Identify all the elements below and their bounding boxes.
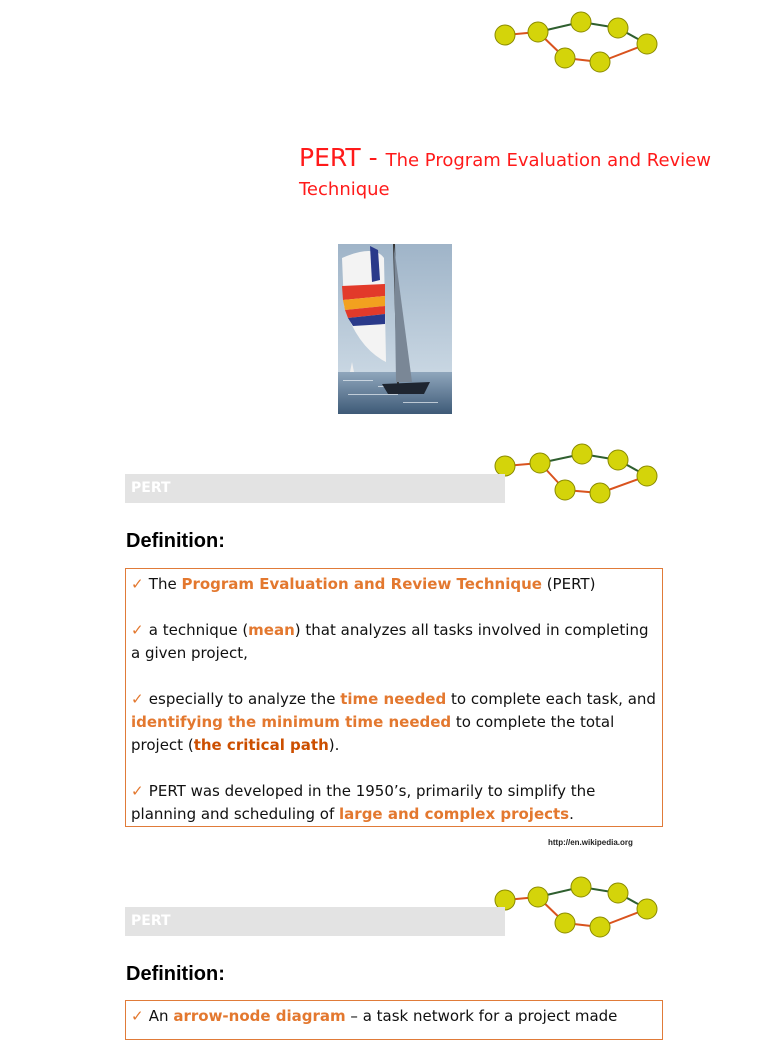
highlighted-term: Program Evaluation and Review Technique — [181, 575, 542, 593]
definition-box — [125, 1000, 663, 1040]
highlighted-term: the critical path — [193, 736, 329, 754]
definition-bullet — [131, 619, 656, 665]
section-header-bar: PERT — [125, 907, 505, 936]
definition-bullet — [131, 1005, 656, 1028]
definition-title: Definition: — [126, 963, 225, 985]
bullet-text: ) that analyzes all tasks involved in completing a given project, — [131, 621, 649, 662]
bullet-text: An — [148, 1007, 174, 1025]
checkmark-icon: ✓ — [131, 782, 149, 800]
definition-bullet — [131, 688, 656, 757]
definition-bullet — [131, 780, 656, 826]
bullet-text: The — [148, 575, 182, 593]
title-sub: The Program Evaluation and Review Technique — [299, 150, 711, 200]
node-network-icon — [492, 8, 662, 78]
highlighted-term: large and complex projects — [339, 805, 570, 823]
bullet-text: a technique ( — [148, 621, 249, 639]
bullet-text: to complete each task, and — [446, 690, 656, 708]
definition-title: Definition: — [126, 530, 225, 552]
bullet-text: ). — [328, 736, 340, 754]
definition-bullet — [131, 573, 656, 596]
network-logo — [492, 8, 662, 78]
bullet-text: . — [569, 805, 574, 823]
section-header-bar: PERT — [125, 474, 505, 503]
highlighted-term: mean — [248, 621, 295, 639]
network-logo — [492, 873, 662, 943]
checkmark-icon: ✓ — [131, 690, 149, 708]
bullet-text: especially to analyze the — [148, 690, 341, 708]
highlighted-term: time needed — [340, 690, 447, 708]
slide-title — [299, 143, 719, 204]
checkmark-icon: ✓ — [131, 575, 149, 593]
network-logo — [492, 438, 662, 508]
node-network-icon — [492, 873, 662, 943]
checkmark-icon: ✓ — [131, 1007, 149, 1025]
bullet-text: to complete the total project ( — [131, 713, 615, 754]
sailboat-image — [338, 244, 452, 414]
bullet-text: (PERT) — [541, 575, 596, 593]
bullet-text: – a task network for a project made — [345, 1007, 618, 1025]
checkmark-icon: ✓ — [131, 621, 149, 639]
definition-box — [125, 568, 663, 827]
node-network-icon — [492, 438, 662, 508]
bullet-text: PERT was developed in the 1950’s, primarily to simplify the planning and scheduling of — [131, 782, 596, 823]
highlighted-term: arrow-node diagram — [173, 1007, 346, 1025]
highlighted-term: identifying the minimum time needed — [131, 713, 452, 731]
title-main: PERT - — [299, 143, 386, 172]
source-link[interactable]: http://en.wikipedia.org — [548, 838, 633, 847]
